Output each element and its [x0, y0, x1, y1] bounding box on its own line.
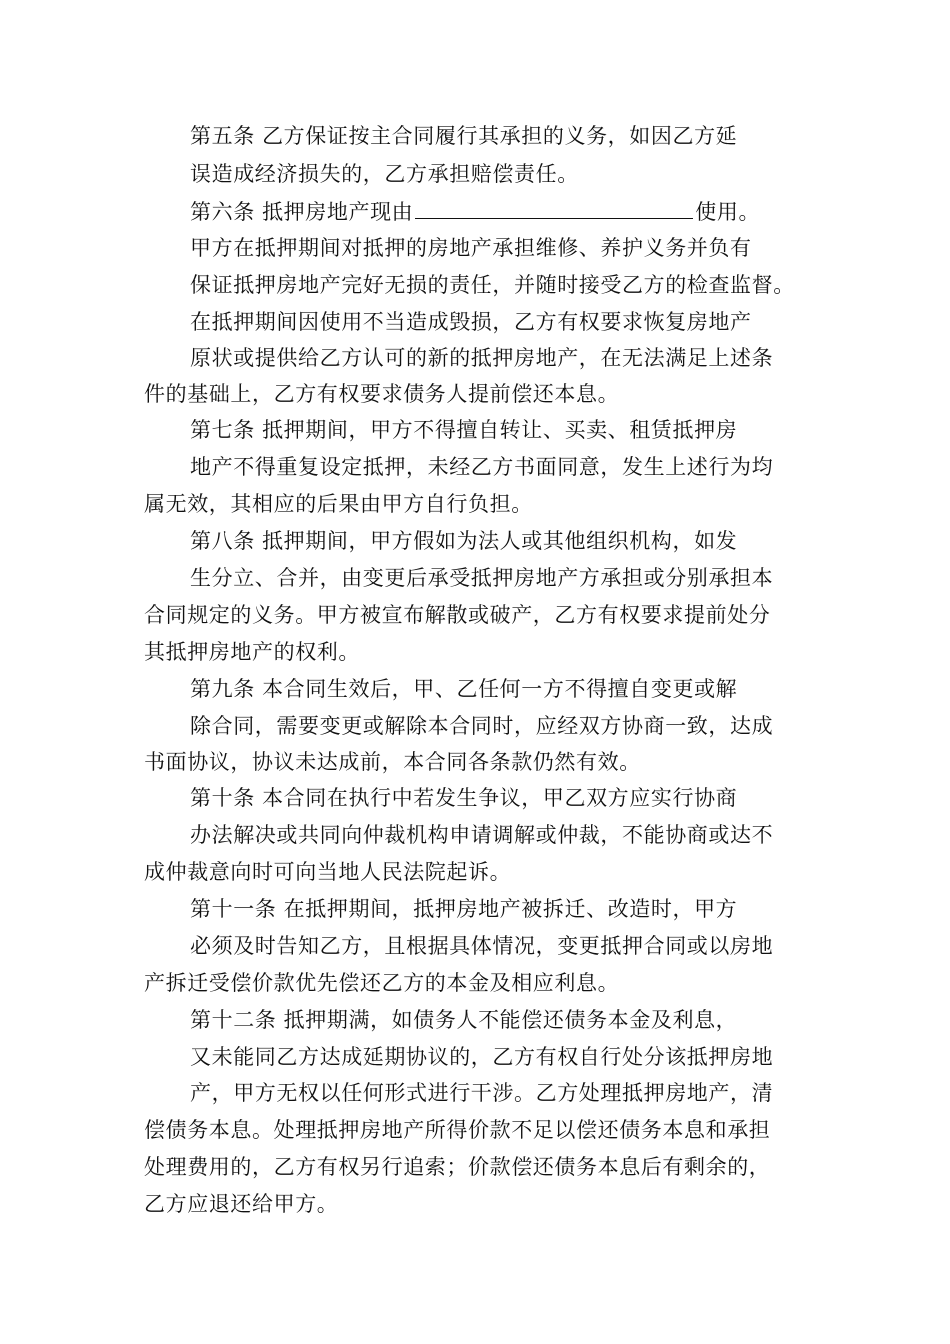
- text-line: 第十条 本合同在执行中若发生争议，甲乙双方应实行协商: [190, 786, 738, 810]
- fill-in-blank: [415, 196, 693, 219]
- text-line: 其抵押房地产的权利。: [144, 640, 360, 664]
- text-line: 第八条 抵押期间，甲方假如为法人或其他组织机构，如发: [190, 529, 738, 553]
- text-line: 产拆迁受偿价款优先偿还乙方的本金及相应利息。: [144, 971, 620, 995]
- text-line: 第五条 乙方保证按主合同履行其承担的义务，如因乙方延: [190, 124, 738, 148]
- text-line: 产，甲方无权以任何形式进行干涉。乙方处理抵押房地产，清: [190, 1081, 774, 1105]
- text-line: 乙方应退还给甲方。: [144, 1192, 339, 1216]
- text-line: 甲方在抵押期间对抵押的房地产承担维修、养护义务并负有: [190, 236, 752, 260]
- text-line: 偿债务本息。处理抵押房地产所得价款不足以偿还债务本息和承担: [144, 1118, 771, 1142]
- text-line: 书面协议，协议未达成前，本合同各条款仍然有效。: [144, 750, 641, 774]
- text-line: 误造成经济损失的，乙方承担赔偿责任。: [190, 162, 579, 186]
- text-line: 属无效，其相应的后果由甲方自行负担。: [144, 492, 533, 516]
- text-line: 第十二条 抵押期满，如债务人不能偿还债务本金及利息，: [190, 1008, 738, 1032]
- text-line: 成仲裁意向时可向当地人民法院起诉。: [144, 860, 512, 884]
- text-line: 件的基础上，乙方有权要求债务人提前偿还本息。: [144, 382, 620, 406]
- text-line: 办法解决或共同向仲裁机构申请调解或仲裁，不能协商或达不: [190, 823, 774, 847]
- text-line: 除合同，需要变更或解除本合同时，应经双方协商一致，达成: [190, 714, 774, 738]
- text-line: 又未能同乙方达成延期协议的，乙方有权自行处分该抵押房地: [190, 1045, 774, 1069]
- text-line: 处理费用的，乙方有权另行追索；价款偿还债务本息后有剩余的，: [144, 1155, 771, 1179]
- clause-six-suffix: 使用。: [695, 200, 761, 224]
- text-line: 合同规定的义务。甲方被宣布解散或破产，乙方有权要求提前处分: [144, 603, 771, 627]
- text-line: 第十一条 在抵押期间，抵押房地产被拆迁、改造时，甲方: [190, 897, 738, 921]
- text-line: 生分立、合并，由变更后承受抵押房地产方承担或分别承担本: [190, 566, 774, 590]
- text-line: 在抵押期间因使用不当造成毁损，乙方有权要求恢复房地产: [190, 310, 752, 334]
- text-line: 地产不得重复设定抵押，未经乙方书面同意，发生上述行为均: [190, 455, 774, 479]
- text-line: 必须及时告知乙方，且根据具体情况，变更抵押合同或以房地: [190, 934, 774, 958]
- clause-six-text: 第六条 抵押房地产现由: [190, 200, 414, 224]
- text-line: 第七条 抵押期间，甲方不得擅自转让、买卖、租赁抵押房: [190, 418, 738, 442]
- text-line-with-blank: [190, 196, 760, 227]
- text-line: 第九条 本合同生效后，甲、乙任何一方不得擅自变更或解: [190, 677, 738, 701]
- text-line: 保证抵押房地产完好无损的责任，并随时接受乙方的检查监督。: [190, 273, 795, 297]
- text-line: 原状或提供给乙方认可的新的抵押房地产，在无法满足上述条: [190, 346, 774, 370]
